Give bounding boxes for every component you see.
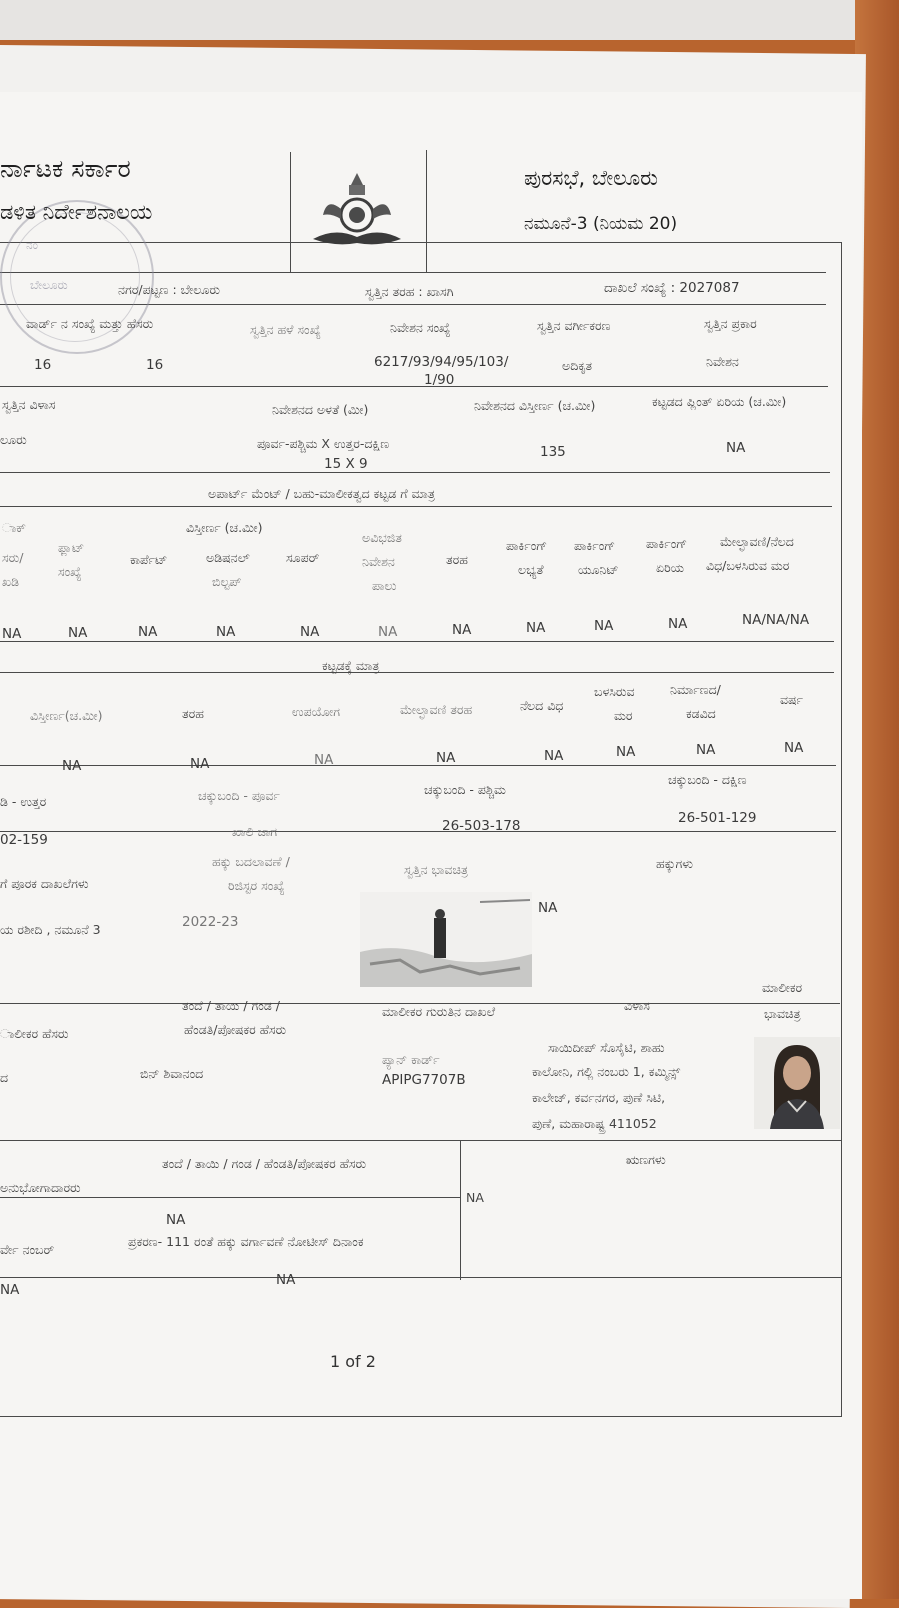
- site-number-label: ನಿವೇಶನ ಸಂಖ್ಯೆ: [390, 320, 451, 335]
- apartment-value: NA: [138, 624, 158, 640]
- ward-name: 16: [146, 357, 164, 373]
- area-value: 135: [540, 444, 566, 460]
- rights-value: NA: [538, 900, 558, 916]
- col-label: ವಿಸ್ತೀರ್ಣ(ಚ.ಮೀ): [30, 708, 103, 723]
- relation-label: ಹೆಂಡತಿ/ಪೋಷಕರ ಹೆಸರು: [184, 1022, 287, 1037]
- pan-label: ಪ್ಯಾನ್ ಕಾರ್ಡ್: [382, 1052, 440, 1067]
- kind-value: ನಿವೇಶನ: [706, 354, 739, 369]
- hline: [0, 831, 836, 832]
- background-top: [0, 0, 899, 40]
- liabilities-label: ಋಣಗಳು: [626, 1152, 666, 1167]
- boundary-north-value: 02-159: [0, 832, 48, 848]
- entry-number: ದಾಖಲೆ ಸಂಖ್ಯೆ : 2027087: [604, 280, 740, 296]
- kind-label: ಸ್ವತ್ತಿನ ಪ್ರಕಾರ: [704, 316, 757, 331]
- hline: [0, 641, 834, 642]
- owner-address-label: ವಿಳಾಸ: [624, 998, 650, 1013]
- owner-photo-label: ಭಾವಚಿತ್ರ: [764, 1006, 801, 1021]
- area-label: ನಿವೇಶನದ ವಿಸ್ತೀರ್ಣ (ಚ.ಮೀ): [474, 398, 596, 413]
- relation-label: ತಂದೆ / ತಾಯಿ / ಗಂಡ /: [182, 998, 280, 1013]
- building-value: NA: [436, 750, 456, 766]
- owner-address-line: ಸಾಯಿದೀಪ್ ಸೊಸೈಟಿ, ಶಾಹು: [548, 1040, 665, 1055]
- col-label: ಬಿಲ್ಟಪ್: [212, 574, 242, 589]
- plinth-value: NA: [726, 440, 746, 456]
- building-value: NA: [696, 742, 716, 758]
- col-label: ಉಪಯೋಗ: [292, 704, 340, 719]
- owner-address-line: ಕಾಲೋನಿ, ಗಲ್ಲಿ ನಂಬರು 1, ಕಮ್ಮಿನ್ಸ್: [532, 1064, 681, 1079]
- owner-photo: [754, 1037, 840, 1129]
- col-label: ಬಳಸಿರುವ: [594, 684, 635, 699]
- hline: [0, 472, 830, 473]
- col-label: ಪಾರ್ಕಿಂಗ್: [646, 536, 688, 551]
- govt-title: ರ್ನಾಟಕ ಸರ್ಕಾರ: [0, 154, 131, 183]
- occupant-relation-label: ತಂದೆ / ತಾಯಿ / ಗಂಡ / ಹೆಂಡತಿ/ಪೋಷಕರ ಹೆಸರು: [162, 1156, 367, 1171]
- boundary-north-label: ಡಿ - ಉತ್ತರ: [0, 794, 47, 809]
- property-photo: [360, 892, 532, 987]
- site-number-cont: 1/90: [424, 372, 455, 388]
- building-value: NA: [62, 758, 82, 774]
- hline: [0, 1140, 842, 1141]
- rights-label: ಹಕ್ಕುಗಳು: [656, 856, 693, 871]
- col-label: ತರಹ: [182, 706, 204, 721]
- owner-name-label: ಾಲೀಕರ ಹೆಸರು: [0, 1026, 69, 1041]
- building-value: NA: [784, 740, 804, 756]
- owner-photo-label: ಮಾಲೀಕರ: [762, 980, 803, 995]
- col-label: ಪಾರ್ಕಿಂಗ್: [506, 538, 548, 553]
- register-label: ಹಕ್ಕು ಬದಲಾವಣೆ /: [212, 854, 290, 869]
- owner-address-line: ಕಾಲೇಜ್, ಕರ್ವನಗರ, ಪುಣೆ ಸಿಟಿ,: [532, 1090, 666, 1105]
- form-table: [0, 242, 842, 1417]
- apartment-value: NA: [68, 625, 88, 641]
- directorate-title: ಡಳಿತ ನಿರ್ದೇಶನಾಲಯ: [0, 200, 153, 224]
- owner-id-label: ಮಾಲೀಕರ ಗುರುತಿನ ದಾಖಲೆ: [382, 1004, 496, 1019]
- classification-value: ಅದಿಕೃತ: [562, 358, 593, 373]
- col-label: ವಿಧ/ಬಳಸಿರುವ ಮರ: [706, 558, 790, 573]
- col-label: ಕಾರ್ಪೆಟ್: [130, 552, 168, 567]
- property-type: ಸ್ವತ್ತಿನ ತರಹ : ಖಾಸಗಿ: [365, 284, 454, 299]
- notice-date-value: NA: [276, 1272, 296, 1288]
- boundary-west-label: ಚಕ್ಕುಬಂದಿ - ಪಶ್ಚಿಮ: [424, 782, 506, 797]
- stamp-text: ಬೇಲೂರು: [30, 278, 68, 292]
- col-label: ಸರು/: [2, 550, 24, 565]
- apartment-value: NA/NA/NA: [742, 612, 810, 628]
- apartment-value: NA: [452, 622, 472, 638]
- col-label: ನಿರ್ಮಾಣದ/: [670, 682, 721, 697]
- col-label: ಯೂನಿಟ್: [578, 562, 619, 577]
- col-label: ನೆಲದ ವಿಧ: [520, 698, 564, 713]
- supporting-docs-label: ಗೆ ಪೂರಕ ದಾಖಲೆಗಳು: [0, 876, 89, 891]
- dimensions-value: 15 X 9: [324, 456, 368, 472]
- pan-number: APIPG7707B: [382, 1072, 466, 1088]
- col-label: ಮೇಲ್ಛಾವಣಿ ತರಹ: [400, 702, 473, 717]
- apartment-value: NA: [526, 620, 546, 636]
- boundary-south-label: ಚಕ್ಕುಬಂದಿ - ದಕ್ಷಿಣ: [668, 772, 747, 787]
- supporting-docs-value: ಯ ರಶೀದಿ , ನಮೂನೆ 3: [0, 922, 101, 937]
- col-label: ಅವಿಭಜಿತ: [362, 530, 402, 545]
- owner-relation: ಬಿನ್ ಶಿವಾನಂದ: [140, 1066, 204, 1081]
- direction-value: ಪೂರ್ವ-ಪಶ್ಚಿಮ X ಉತ್ತರ-ದಕ್ಷಿಣ: [257, 436, 390, 451]
- property-photo-label: ಸ್ವತ್ತಿನ ಭಾವಚಿತ್ರ: [404, 862, 469, 877]
- address-value: ಲೂರು: [0, 432, 27, 447]
- boundary-east-label: ಚಕ್ಕುಬಂದಿ - ಪೂರ್ವ: [198, 788, 280, 803]
- apartment-value: NA: [378, 624, 398, 640]
- apartment-section-title: ಅಪಾರ್ಟ್ ಮೆಂಟ್ / ಬಹು-ಮಾಲೀಕತ್ವದ ಕಟ್ಟಡ ಗೆ ಮಾತ್ರ: [208, 486, 435, 501]
- owner-address-line: ಪುಣೆ, ಮಹಾರಾಷ್ಟ್ರ 411052: [532, 1116, 657, 1131]
- col-label: ಫ್ಲಾಟ್: [58, 540, 85, 555]
- col-label: ವರ್ಷ: [780, 692, 804, 707]
- hline: [0, 386, 828, 387]
- address-label: ಸ್ವತ್ತಿನ ವಿಳಾಸ: [2, 397, 56, 412]
- register-label: ರಿಜಿಸ್ಟರ ಸಂಖ್ಯೆ: [228, 878, 285, 893]
- classification-label: ಸ್ವತ್ತಿನ ವರ್ಗೀಕರಣ: [537, 318, 611, 333]
- col-label: ಮೇಲ್ಛಾವಣಿ/ನೆಲದ: [720, 534, 794, 549]
- apartment-value: NA: [668, 616, 688, 632]
- hline: [0, 1197, 460, 1198]
- apartment-value: NA: [594, 618, 614, 634]
- survey-number-label: ರ್ವೇ ನಂಬರ್: [0, 1242, 55, 1257]
- vline: [460, 1140, 461, 1280]
- vline: [290, 152, 291, 272]
- col-label: ಮರ: [614, 708, 633, 723]
- col-label: ಸೂಪರ್: [286, 550, 320, 565]
- old-number-label: ಸ್ವತ್ತಿನ ಹಳೆ ಸಂಖ್ಯೆ: [250, 322, 321, 337]
- col-label: ಾಕ್: [2, 520, 26, 535]
- plinth-label: ಕಟ್ಟಡದ ಪ್ಲಿಂತ್ ಏರಿಯ (ಚ.ಮೀ): [652, 394, 787, 409]
- apartment-value: NA: [300, 624, 320, 640]
- document-page: [0, 92, 862, 1599]
- col-label: ಸಂಖ್ಯೆ: [58, 564, 82, 579]
- building-value: NA: [190, 756, 210, 772]
- form-number: ನಮೂನೆ-3 (ನಿಯಮ 20): [524, 214, 678, 234]
- col-label: ಲಭ್ಯತೆ: [518, 562, 544, 577]
- register-year: 2022-23: [182, 914, 239, 930]
- emblem-icon: [305, 167, 410, 257]
- ward-label: ವಾರ್ಡ್ ನ ಸಂಖ್ಯೆ ಮತ್ತು ಹೆಸರು: [26, 316, 154, 331]
- building-section-title: ಕಟ್ಟಡಕ್ಕೆ ಮಾತ್ರ: [322, 658, 380, 673]
- col-label: ಖಡಿ: [2, 574, 19, 589]
- col-label: ಪಾರ್ಕಿಂಗ್: [574, 538, 616, 553]
- hline: [0, 672, 834, 673]
- dimensions-label: ನಿವೇಶನದ ಅಳತೆ (ಮೀ): [272, 402, 369, 417]
- boundary-west-value: 26-503-178: [442, 818, 521, 834]
- survey-number-value: NA: [0, 1282, 20, 1298]
- col-label: ವಿಸ್ತೀರ್ಣ (ಚ.ಮೀ): [186, 520, 263, 535]
- building-value: NA: [544, 748, 564, 764]
- hline: [0, 506, 832, 507]
- liabilities-value: NA: [466, 1190, 484, 1205]
- boundary-south-value: 26-501-129: [678, 810, 757, 826]
- town-label: ನಗರ/ಪಟ್ಟಣ : ಬೇಲೂರು: [118, 282, 220, 297]
- building-value: NA: [616, 744, 636, 760]
- ward-number: 16: [34, 357, 52, 373]
- occupant-label: ಅನುಭೋಗಾದಾರರು: [0, 1180, 81, 1195]
- site-number: 6217/93/94/95/103/: [374, 354, 509, 370]
- page-number: 1 of 2: [330, 1352, 376, 1371]
- stamp-text: ನಂ: [26, 238, 38, 252]
- apartment-value: NA: [216, 624, 236, 640]
- notice-date-label: ಪ್ರಕರಣ- 111 ರಂತೆ ಹಕ್ಕು ವರ್ಗಾವಣೆ ನೋಟೀಸ್ ದಿನಾಂಕ: [128, 1234, 364, 1249]
- municipality-title: ಪುರಸಭೆ, ಬೇಲೂರು: [524, 166, 658, 190]
- col-label: ಅಡಿಷನಲ್: [206, 550, 250, 565]
- vline: [426, 150, 427, 272]
- owner-name: ದ: [0, 1070, 9, 1085]
- hline: [0, 1277, 842, 1278]
- boundary-east-value: ಖಾಲಿ ಜಾಗ: [232, 824, 278, 839]
- building-value: NA: [314, 752, 334, 768]
- occupant-relation-value: NA: [166, 1212, 186, 1228]
- hline: [0, 765, 836, 766]
- col-label: ಏರಿಯ: [656, 560, 685, 575]
- col-label: ಪಾಲು: [372, 578, 397, 593]
- apartment-value: NA: [2, 626, 22, 642]
- col-label: ತರಹ: [446, 552, 468, 567]
- col-label: ಕಡವಿದ: [686, 706, 716, 721]
- col-label: ನಿವೇಶನ: [362, 554, 395, 569]
